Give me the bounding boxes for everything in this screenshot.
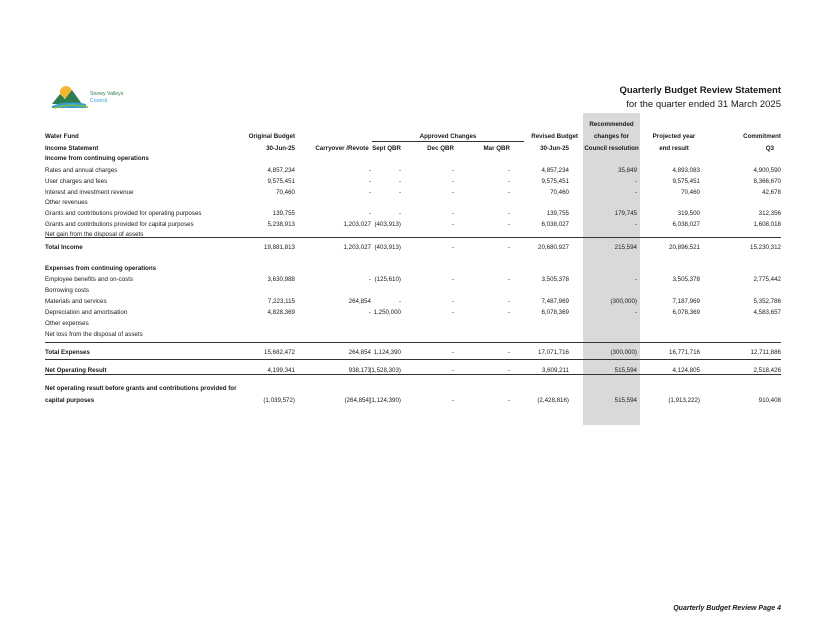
cell-carryover: -	[368, 309, 371, 316]
total-rule	[45, 237, 781, 238]
cell-dec: -	[451, 167, 454, 174]
cell-sept: (403,913)	[374, 244, 401, 251]
row-label: Employee benefits and on-costs	[45, 276, 134, 283]
cell-revised: 3,505,378	[541, 276, 569, 283]
cell-original: 4,857,234	[267, 167, 295, 174]
cell-projected: 3,505,378	[672, 276, 700, 283]
logo-text-line2: Council	[90, 98, 108, 104]
fund-label: Water Fund	[45, 133, 79, 140]
cell-original: 70,460	[276, 189, 295, 196]
row-label: Other expenses	[45, 320, 89, 327]
cell-dec: -	[451, 221, 454, 228]
cell-projected: (1,913,222)	[668, 397, 700, 404]
cell-mar: -	[507, 298, 510, 305]
cell-original: 9,575,451	[267, 178, 295, 185]
cell-recommended: -	[634, 189, 637, 196]
cell-mar: -	[507, 221, 510, 228]
cell-revised: 4,857,234	[541, 167, 569, 174]
row-label: Depreciation and amortisation	[45, 309, 128, 316]
cell-revised: 17,071,716	[538, 349, 569, 356]
approved-changes-rule	[372, 141, 524, 142]
cell-recommended: (300,000)	[610, 349, 637, 356]
cell-sept: -	[398, 189, 401, 196]
cell-carryover: -	[368, 178, 371, 185]
cell-dec: -	[451, 397, 454, 404]
statement-label: Income Statement	[45, 145, 99, 152]
cell-revised: 3,609,211	[541, 367, 569, 374]
cell-original: 5,238,913	[267, 221, 295, 228]
cell-dec: -	[451, 276, 454, 283]
cell-revised: 9,575,451	[541, 178, 569, 185]
cell-recommended: -	[634, 276, 637, 283]
cell-carryover: -	[368, 210, 371, 217]
cell-original: (1,039,572)	[263, 397, 295, 404]
cell-sept: -	[398, 298, 401, 305]
row-label: Expenses from continuing operations	[45, 265, 157, 272]
cell-original: 4,199,341	[267, 367, 295, 374]
col-dec: Dec QBR	[427, 145, 454, 152]
cell-commitment: 42,678	[762, 189, 781, 196]
col-commitment-1: Commitment	[743, 133, 781, 140]
row-label-continued: capital purposes	[45, 397, 95, 404]
cell-projected: 319,500	[677, 210, 700, 217]
cell-dec: -	[451, 244, 454, 251]
row-label: Rates and annual charges	[45, 167, 118, 174]
cell-commitment: 15,230,312	[750, 244, 781, 251]
cell-dec: -	[451, 309, 454, 316]
cell-commitment: 312,356	[758, 210, 781, 217]
row-label: Materials and services	[45, 298, 107, 305]
col-revised-date: 30-Jun-25	[540, 145, 569, 152]
cell-sept: -	[398, 210, 401, 217]
cell-revised: 6,078,369	[541, 309, 569, 316]
row-label: Other revenues	[45, 199, 88, 206]
cell-commitment: 4,583,657	[753, 309, 781, 316]
cell-mar: -	[507, 167, 510, 174]
row-label: Grants and contributions provided for operating purposes	[45, 210, 202, 217]
cell-projected: 70,460	[681, 189, 700, 196]
cell-dec: -	[451, 367, 454, 374]
cell-carryover: 264,854	[348, 298, 371, 305]
cell-recommended: 515,594	[614, 367, 637, 374]
cell-revised: 139,755	[546, 210, 569, 217]
total-rule	[45, 359, 781, 360]
cell-sept: (1,124,390)	[369, 397, 401, 404]
col-recommended-1: Recommended	[589, 121, 634, 128]
cell-commitment: 2,518,426	[753, 367, 781, 374]
cell-mar: -	[507, 178, 510, 185]
col-original-budget: Original Budget	[248, 133, 295, 140]
cell-original: 3,630,988	[267, 276, 295, 283]
cell-revised: 70,460	[550, 189, 569, 196]
total-rule	[45, 342, 781, 343]
cell-dec: -	[451, 189, 454, 196]
cell-sept: (403,913)	[374, 221, 401, 228]
row-label: Total Income	[45, 244, 83, 251]
cell-mar: -	[507, 189, 510, 196]
cell-projected: 16,771,716	[669, 349, 700, 356]
cell-carryover: -	[368, 189, 371, 196]
cell-recommended: 215,594	[614, 244, 637, 251]
cell-dec: -	[451, 178, 454, 185]
cell-original: 4,828,369	[267, 309, 295, 316]
cell-recommended: -	[634, 221, 637, 228]
cell-commitment: 1,608,018	[753, 221, 781, 228]
report-subtitle: for the quarter ended 31 March 2025	[626, 99, 781, 110]
row-label: Grants and contributions provided for capital purposes	[45, 221, 194, 228]
row-label: Net operating result before grants and contributions provided for	[45, 385, 237, 392]
col-carryover: Carryover /Revote	[315, 145, 369, 152]
cell-original: 19,881,813	[264, 244, 295, 251]
cell-recommended: 179,745	[614, 210, 637, 217]
row-label: Borrowing costs	[45, 287, 90, 294]
cell-revised: (2,428,816)	[537, 397, 569, 404]
cell-sept: (1,528,303)	[369, 367, 401, 374]
cell-recommended: -	[634, 309, 637, 316]
cell-projected: 9,575,451	[672, 178, 700, 185]
cell-dec: -	[451, 298, 454, 305]
cell-original: 15,682,472	[264, 349, 295, 356]
cell-carryover: 1,203,027	[343, 221, 371, 228]
row-label: Net Operating Result	[45, 367, 107, 374]
cell-carryover: 264,854	[348, 349, 371, 356]
cell-dec: -	[451, 349, 454, 356]
col-sept: Sept QBR	[372, 145, 401, 152]
cell-commitment: 12,711,886	[750, 349, 781, 356]
cell-projected: 6,038,027	[672, 221, 700, 228]
row-label: Total Expenses	[45, 349, 90, 356]
col-revised-budget: Revised Budget	[531, 133, 578, 140]
cell-carryover: 1,203,027	[343, 244, 371, 251]
cell-carryover: 938,173	[348, 367, 371, 374]
cell-carryover: -	[368, 276, 371, 283]
row-label: Income from continuing operations	[45, 155, 149, 162]
cell-recommended: 515,594	[614, 397, 637, 404]
cell-dec: -	[451, 210, 454, 217]
cell-carryover: -	[368, 167, 371, 174]
col-mar: Mar QBR	[483, 145, 510, 152]
cell-sept: 1,250,000	[373, 309, 401, 316]
cell-revised: 20,680,927	[538, 244, 569, 251]
cell-projected: 20,896,521	[669, 244, 700, 251]
cell-sept: (125,610)	[374, 276, 401, 283]
col-projected-1: Projected year	[652, 133, 696, 140]
cell-mar: -	[507, 276, 510, 283]
cell-original: 7,223,115	[267, 298, 295, 305]
row-label: Net loss from the disposal of assets	[45, 331, 143, 338]
col-recommended-3: Council resolution	[584, 145, 639, 152]
cell-mar: -	[507, 309, 510, 316]
row-label: Interest and investment revenue	[45, 189, 134, 196]
cell-sept: -	[398, 178, 401, 185]
cell-original: 139,755	[272, 210, 295, 217]
col-commitment-2: Q3	[765, 145, 774, 152]
cell-projected: 6,078,369	[672, 309, 700, 316]
col-recommended-2: changes for	[593, 133, 630, 140]
cell-recommended: -	[634, 178, 637, 185]
cell-recommended: 35,849	[618, 167, 637, 174]
cell-mar: -	[507, 349, 510, 356]
cell-carryover: (264,854)	[344, 397, 371, 404]
row-label: User charges and fees	[45, 178, 108, 185]
cell-commitment: 8,366,670	[753, 178, 781, 185]
cell-recommended: (300,000)	[610, 298, 637, 305]
cell-mar: -	[507, 210, 510, 217]
logo-text-line1: Snowy Valleys	[90, 91, 124, 97]
cell-sept: -	[398, 167, 401, 174]
col-approved-changes: Approved Changes	[419, 133, 477, 140]
total-rule	[45, 374, 781, 375]
row-label: Net gain from the disposal of assets	[45, 231, 144, 238]
cell-commitment: 910,408	[758, 397, 781, 404]
col-projected-2: end result	[659, 145, 689, 152]
cell-commitment: 2,775,442	[753, 276, 781, 283]
page-footer: Quarterly Budget Review Page 4	[673, 605, 781, 612]
cell-mar: -	[507, 244, 510, 251]
cell-commitment: 5,352,786	[753, 298, 781, 305]
cell-projected: 7,187,969	[672, 298, 700, 305]
cell-mar: -	[507, 367, 510, 374]
cell-mar: -	[507, 397, 510, 404]
report-title: Quarterly Budget Review Statement	[619, 85, 781, 96]
cell-projected: 4,893,083	[672, 167, 700, 174]
cell-commitment: 4,900,590	[753, 167, 781, 174]
cell-sept: 1,124,390	[373, 349, 401, 356]
cell-revised: 6,038,027	[541, 221, 569, 228]
col-original-date: 30-Jun-25	[266, 145, 295, 152]
cell-revised: 7,487,969	[541, 298, 569, 305]
cell-projected: 4,124,805	[672, 367, 700, 374]
